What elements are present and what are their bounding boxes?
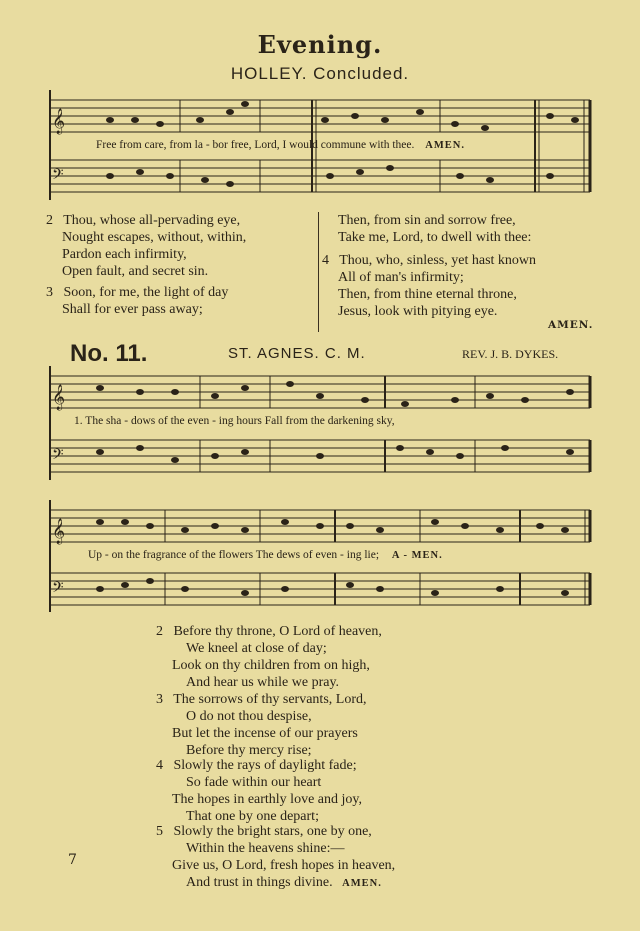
staff-system1-treble: [50, 100, 590, 132]
footer-mark: 7: [68, 852, 77, 868]
hymn2-tune-title: ST. AGNES. C. M.: [228, 345, 366, 362]
hymn1-lyric-line: Free from care, from la - bor free, Lord, I would commune with thee. AMEN.: [96, 139, 465, 151]
hymn2-number: No. 11.: [70, 340, 148, 367]
hymn2-verse-5: 5 Slowly the bright stars, one by one, Within the heavens shine:— Give us, O Lord, fresh hopes in heaven, And trust in things divine. AMEN.: [156, 824, 396, 890]
hymn2-composer: REV. J. B. DYKES.: [462, 347, 559, 361]
treble-clef-icon: 𝄞: [52, 385, 66, 410]
bass-clef-icon: 𝄢: [52, 579, 64, 600]
bass-clef-icon: 𝄢: [52, 446, 64, 467]
hymn1-tune-title: HOLLEY. Concluded.: [230, 64, 410, 83]
column-divider: [318, 212, 319, 332]
hymn2-lyric-line-1: 1. The sha - dows of the even - ing hours Fall from the darkening sky,: [74, 415, 395, 427]
hymn2-verse-3: 3 The sorrows of thy servants, Lord, O do not thou despise, But let the incense of our prayers Before thy mercy rise;: [156, 692, 367, 758]
page-header: Evening.: [257, 30, 383, 59]
hymn1-verse-3: 3 Soon, for me, the light of day Shall for ever pass away;: [46, 285, 229, 317]
staff-system3-bass: [50, 573, 590, 605]
treble-clef-icon: 𝄞: [52, 109, 66, 134]
hymn1-verse-2: 2 Thou, whose all-pervading eye, Nought escapes, without, within, Pardon each infirmity, Open fault, and secret sin.: [46, 213, 247, 279]
hymn1-verse-3-cont: Then, from sin and sorrow free, Take me, Lord, to dwell with thee:: [338, 213, 532, 245]
hymn1-verse-4: 4 Thou, who, sinless, yet hast known All of man's infirmity; Then, from thine eternal throne, Jesus, look with pitying eye.: [322, 253, 537, 319]
bass-clef-icon: 𝄢: [52, 166, 64, 187]
hymn1-amen: AMEN.: [548, 319, 594, 331]
staff-system1-bass: [50, 160, 590, 192]
hymn2-verse-4: 4 Slowly the rays of daylight fade; So fade within our heart The hopes in earthly love and joy, That one by one depart;: [156, 758, 362, 824]
staff-system2-treble: [50, 376, 590, 408]
hymn2-verse-2: 2 Before thy throne, O Lord of heaven, We kneel at close of day; Look on thy children from on high, And hear us while we pray.: [156, 624, 382, 690]
hymn2-lyric-line-2: Up - on the fragrance of the flowers The dews of even - ing lie; A - MEN.: [88, 549, 443, 561]
hymn2-amen: AMEN.: [342, 878, 382, 889]
treble-clef-icon: 𝄞: [52, 519, 66, 544]
